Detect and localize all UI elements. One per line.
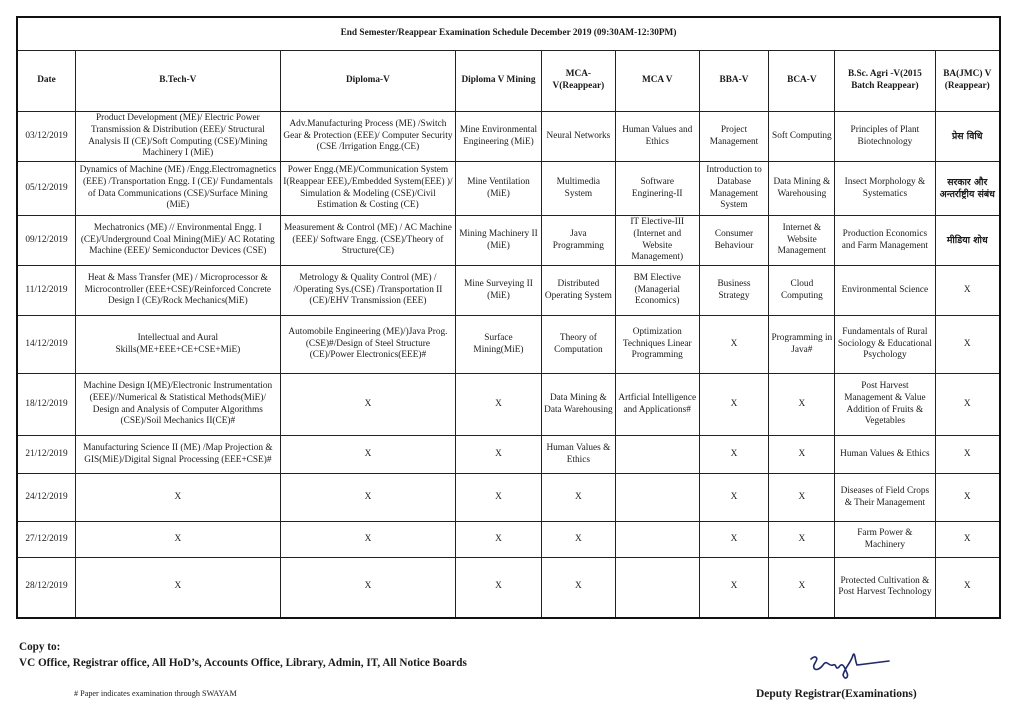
mca-reappear-cell: X (541, 558, 615, 618)
diploma-cell: Metrology & Quality Control (ME) / /Operating Sys.(CSE) /Transportation II (CE)/EHV Transmission (EEE) (280, 266, 455, 316)
signature-icon (805, 647, 895, 692)
copy-to-list: VC Office, Registrar office, All HoD’s, Accounts Office, Library, Admin, IT, All Notice Boards (19, 657, 467, 669)
diploma-cell: Measurement & Control (ME) / AC Machine (EEE)/ Software Engg. (CSE)/Theory of Structure(CE) (280, 216, 455, 266)
bca-cell: Programming in Java# (769, 316, 835, 374)
ba-jmc-cell: X (935, 266, 1000, 316)
bba-cell: X (699, 436, 769, 474)
table-row (17, 316, 1000, 374)
table-row (17, 374, 1000, 436)
diploma-mining-cell: X (456, 558, 542, 618)
exam-schedule-table (16, 16, 1001, 619)
ba-jmc-cell: X (935, 316, 1000, 374)
date-cell: 18/12/2019 (17, 374, 75, 436)
mca-cell (615, 474, 699, 522)
date-cell: 11/12/2019 (17, 266, 75, 316)
bsc-agri-cell: Farm Power & Machinery (835, 522, 935, 558)
ba-jmc-cell: मीडिया शोध (935, 216, 1000, 266)
bca-cell: X (769, 436, 835, 474)
schedule-title: End Semester/Reappear Examination Schedule December 2019 (09:30AM-12:30PM) (17, 17, 1000, 51)
btech-cell: Heat & Mass Transfer (ME) / Microprocessor & Microcontroller (EEE+CSE)/Reinforced Concrete Design I (CE)/Rock Mechanics(MiE) (75, 266, 280, 316)
bca-cell: Data Mining & Warehousing (769, 162, 835, 216)
column-header-date: Date (17, 51, 75, 112)
mca-reappear-cell: Java Programming (541, 216, 615, 266)
column-header-btech: B.Tech-V (75, 51, 280, 112)
btech-cell: Product Development (ME)/ Electric Power Transmission & Distribution (EEE)/ Structural Analysis II (CE)/Soft Computing (CSE)/Mining Machinery I (MiE) (75, 112, 280, 162)
btech-cell: Machine Design I(ME)/Electronic Instrumentation (EEE)//Numerical & Statistical Methods(MiE)/ Design and Analysis of Computer Algorithms (CSE)/Soil Mechanics II(CE)# (75, 374, 280, 436)
copy-to-label: Copy to: (19, 641, 61, 653)
ba-jmc-cell: X (935, 558, 1000, 618)
mca-cell: Optimization Techniques Linear Programming (615, 316, 699, 374)
mca-cell (615, 436, 699, 474)
bsc-agri-cell: Insect Morphology & Systematics (835, 162, 935, 216)
title-row (17, 17, 1000, 51)
btech-cell: Manufacturing Science II (ME) /Map Projection & GIS(MiE)/Digital Signal Processing (EEE+CSE)# (75, 436, 280, 474)
diploma-cell: Adv.Manufacturing Process (ME) /Switch Gear & Protection (EEE)/ Computer Security (CSE /Irrigation Engg.(CE) (280, 112, 455, 162)
bba-cell: Business Strategy (699, 266, 769, 316)
date-cell: 03/12/2019 (17, 112, 75, 162)
date-cell: 14/12/2019 (17, 316, 75, 374)
bsc-agri-cell: Environmental Science (835, 266, 935, 316)
bca-cell: Soft Computing (769, 112, 835, 162)
mca-reappear-cell: Multimedia System (541, 162, 615, 216)
mca-reappear-cell: X (541, 474, 615, 522)
ba-jmc-cell: X (935, 436, 1000, 474)
diploma-cell: Power Engg.(ME)/Communication System I(Reappear EEE),/Embedded System(EEE) )/ Simulation & Modeling (CSE)/Civil Estimation & Costing (CE) (280, 162, 455, 216)
bba-cell: Project Management (699, 112, 769, 162)
bba-cell: Consumer Behaviour (699, 216, 769, 266)
bca-cell: X (769, 474, 835, 522)
diploma-mining-cell: Surface Mining(MiE) (456, 316, 542, 374)
bba-cell: X (699, 522, 769, 558)
bba-cell: X (699, 558, 769, 618)
mca-reappear-cell: Theory of Computation (541, 316, 615, 374)
mca-cell: Human Values and Ethics (615, 112, 699, 162)
ba-jmc-cell: प्रेस विधि (935, 112, 1000, 162)
bca-cell: X (769, 558, 835, 618)
column-header-ba-jmc: BA(JMC) V (Reappear) (935, 51, 1000, 112)
bca-cell: X (769, 522, 835, 558)
ba-jmc-cell: X (935, 474, 1000, 522)
diploma-mining-cell: X (456, 522, 542, 558)
btech-cell: Intellectual and Aural Skills(ME+EEE+CE+CSE+MiE) (75, 316, 280, 374)
bsc-agri-cell: Protected Cultivation & Post Harvest Technology (835, 558, 935, 618)
ba-jmc-cell: सरकार और अन्तर्राष्ट्रीय संबंध (935, 162, 1000, 216)
diploma-mining-cell: X (456, 436, 542, 474)
table-row (17, 474, 1000, 522)
diploma-cell: Automobile Engineering (ME)/)Java Prog.(CSE)#/Design of Steel Structure (CE)/Power Electronics(EEE)# (280, 316, 455, 374)
mca-cell (615, 558, 699, 618)
bsc-agri-cell: Diseases of Field Crops & Their Management (835, 474, 935, 522)
btech-cell: Dynamics of Machine (ME) /Engg.Electromagnetics (EEE) /Transportation Engg. I (CE)/ Fundamentals of Data Communications (CSE)/Surface Mining (MiE) (75, 162, 280, 216)
mca-reappear-cell: Data Mining & Data Warehousing (541, 374, 615, 436)
table-row (17, 112, 1000, 162)
bsc-agri-cell: Fundamentals of Rural Sociology & Educational Psychology (835, 316, 935, 374)
bsc-agri-cell: Human Values & Ethics (835, 436, 935, 474)
table-row (17, 162, 1000, 216)
mca-cell (615, 522, 699, 558)
mca-cell: Software Enginering-II (615, 162, 699, 216)
diploma-mining-cell: X (456, 474, 542, 522)
bsc-agri-cell: Principles of Plant Biotechnology (835, 112, 935, 162)
ba-jmc-cell: X (935, 374, 1000, 436)
date-cell: 27/12/2019 (17, 522, 75, 558)
bba-cell: Introduction to Database Management System (699, 162, 769, 216)
table-row (17, 266, 1000, 316)
column-header-mca-reappear: MCA-V(Reappear) (541, 51, 615, 112)
schedule-sheet (16, 16, 1001, 619)
table-row (17, 216, 1000, 266)
deputy-registrar-designation: Deputy Registrar(Examinations) (756, 688, 917, 700)
swayam-footnote: # Paper indicates examination through SWAYAM (74, 689, 237, 698)
btech-cell: X (75, 522, 280, 558)
mca-reappear-cell: X (541, 522, 615, 558)
diploma-cell: X (280, 436, 455, 474)
date-cell: 05/12/2019 (17, 162, 75, 216)
header-row (17, 51, 1000, 112)
btech-cell: X (75, 474, 280, 522)
ba-jmc-cell: X (935, 522, 1000, 558)
diploma-mining-cell: Mining Machinery II (MiE) (456, 216, 542, 266)
diploma-mining-cell: Mine Environmental Engineering (MiE) (456, 112, 542, 162)
bsc-agri-cell: Post Harvest Management & Value Addition of Fruits & Vegetables (835, 374, 935, 436)
mca-cell: IT Elective-III (Internet and Website Management) (615, 216, 699, 266)
column-header-mca: MCA V (615, 51, 699, 112)
column-header-bba: BBA-V (699, 51, 769, 112)
date-cell: 09/12/2019 (17, 216, 75, 266)
table-row (17, 558, 1000, 618)
date-cell: 24/12/2019 (17, 474, 75, 522)
column-header-diploma: Diploma-V (280, 51, 455, 112)
mca-cell: Artficial Intelligence and Applications# (615, 374, 699, 436)
schedule-body (17, 112, 1000, 618)
column-header-bca: BCA-V (769, 51, 835, 112)
diploma-cell: X (280, 558, 455, 618)
btech-cell: Mechatronics (ME) // Environmental Engg. I (CE)/Underground Coal Mining(MiE)/ AC Rotating Machine (EEE)/ Semiconductor Devices (CSE) (75, 216, 280, 266)
btech-cell: X (75, 558, 280, 618)
bba-cell: X (699, 374, 769, 436)
table-row (17, 522, 1000, 558)
bba-cell: X (699, 474, 769, 522)
diploma-cell: X (280, 374, 455, 436)
column-header-diploma-mining: Diploma V Mining (456, 51, 542, 112)
bsc-agri-cell: Production Economics and Farm Management (835, 216, 935, 266)
bba-cell: X (699, 316, 769, 374)
table-row (17, 436, 1000, 474)
mca-reappear-cell: Neural Networks (541, 112, 615, 162)
bca-cell: Internet & Website Management (769, 216, 835, 266)
date-cell: 28/12/2019 (17, 558, 75, 618)
copy-to-block (19, 639, 467, 671)
mca-reappear-cell: Human Values & Ethics (541, 436, 615, 474)
bca-cell: X (769, 374, 835, 436)
mca-reappear-cell: Distributed Operating System (541, 266, 615, 316)
diploma-cell: X (280, 522, 455, 558)
diploma-mining-cell: X (456, 374, 542, 436)
mca-cell: BM Elective (Managerial Economics) (615, 266, 699, 316)
date-cell: 21/12/2019 (17, 436, 75, 474)
column-header-bsc-agri: B.Sc. Agri -V(2015 Batch Reappear) (835, 51, 935, 112)
diploma-mining-cell: Mine Ventilation (MiE) (456, 162, 542, 216)
diploma-cell: X (280, 474, 455, 522)
diploma-mining-cell: Mine Surveying II (MiE) (456, 266, 542, 316)
bca-cell: Cloud Computing (769, 266, 835, 316)
